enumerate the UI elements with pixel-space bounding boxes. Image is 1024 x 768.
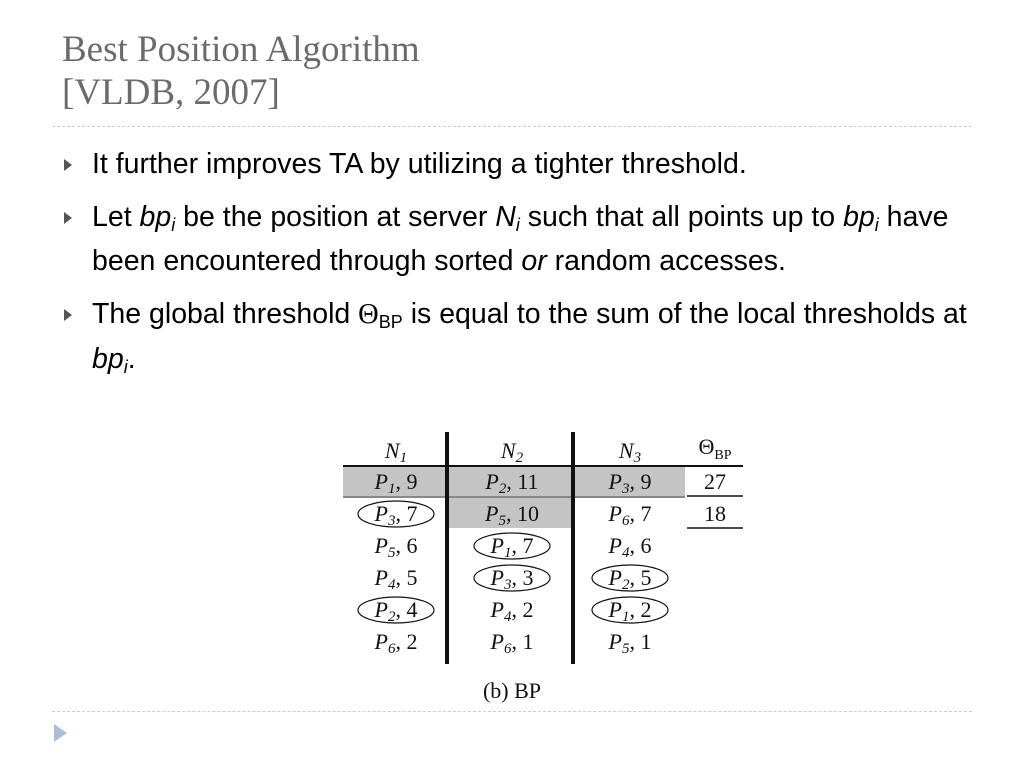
cell-3-0: P4, 5 <box>374 565 418 593</box>
cell-1-2: P6, 7 <box>608 501 652 529</box>
header-n1: N1 <box>384 438 408 466</box>
header-n2: N2 <box>500 438 524 466</box>
cell-4-0: P2, 4 <box>374 597 418 625</box>
bullet-arrow-icon <box>64 159 72 171</box>
theta-value-1: 18 <box>704 501 726 526</box>
subscript-i: i <box>171 214 176 235</box>
bp-table <box>335 432 755 712</box>
N-var: N <box>495 200 516 233</box>
cell-2-2: P4, 6 <box>608 533 652 561</box>
cell-0-2: P3, 9 <box>608 469 652 497</box>
bullet-3-text-c: . <box>127 343 136 375</box>
bullet-2-text-c: such that all points up to <box>519 200 844 233</box>
slide-title <box>62 28 420 114</box>
bullet-2-text-b: be the position at server <box>175 200 496 233</box>
bullet-2-text-d: have been encountered through sorted <box>92 200 949 277</box>
bullet-arrow-icon <box>64 212 72 224</box>
theta-value-0: 27 <box>704 469 726 494</box>
cell-1-1: P5, 10 <box>485 501 539 529</box>
bp-var: bp <box>92 343 124 375</box>
figure-caption: (b) BP <box>482 678 542 703</box>
theta-symbol: Θ <box>358 298 379 330</box>
bullet-arrow-icon <box>64 309 72 321</box>
cell-0-1: P2, 11 <box>485 469 539 497</box>
cell-4-1: P4, 2 <box>490 597 534 625</box>
theta-bp-header: $\Theta_{BP}$ <box>698 434 732 463</box>
bullet-1-text: It further improves TA by utilizing a tighter threshold. <box>92 148 747 180</box>
subscript-i: i <box>874 214 879 235</box>
cell-1-0: P3, 7 <box>374 501 418 529</box>
title-line-2: [VLDB, 2007] <box>62 72 280 113</box>
cell-3-1: P3, 3 <box>490 565 534 593</box>
bullet-3 <box>62 292 982 382</box>
bp-var: bp <box>843 200 875 233</box>
cell-3-2: P2, 5 <box>608 565 652 593</box>
bullet-3-text-a: The global threshold <box>92 297 359 330</box>
or-word: or <box>521 245 547 277</box>
header-n3: N3 <box>618 438 642 466</box>
cell-2-1: P1, 7 <box>490 533 534 561</box>
play-triangle-icon[interactable] <box>54 724 67 742</box>
bp-table-figure <box>335 432 755 712</box>
cell-0-0: P1, 9 <box>374 469 418 497</box>
top-divider <box>52 126 972 127</box>
cell-5-1: P6, 1 <box>490 629 534 657</box>
bullet-3-text-b: is equal to the sum of the local thresholds at <box>402 297 967 330</box>
title-line-1: Best Position Algorithm <box>62 29 420 70</box>
bullet-2-text-a: Let <box>92 200 140 233</box>
subscript-i: i <box>123 357 128 377</box>
subscript-i: i <box>515 214 520 235</box>
bullet-2 <box>62 195 982 284</box>
cell-5-2: P5, 1 <box>608 629 652 657</box>
subscript-bp: BP <box>378 311 403 332</box>
bullet-list <box>62 142 982 390</box>
bullet-1 <box>62 142 982 187</box>
bp-var: bp <box>139 200 172 233</box>
cell-2-0: P5, 6 <box>374 533 418 561</box>
cell-4-2: P1, 2 <box>608 597 652 625</box>
bullet-2-text-e: random accesses. <box>546 245 786 277</box>
bottom-divider <box>52 711 972 712</box>
cell-5-0: P6, 2 <box>374 629 418 657</box>
